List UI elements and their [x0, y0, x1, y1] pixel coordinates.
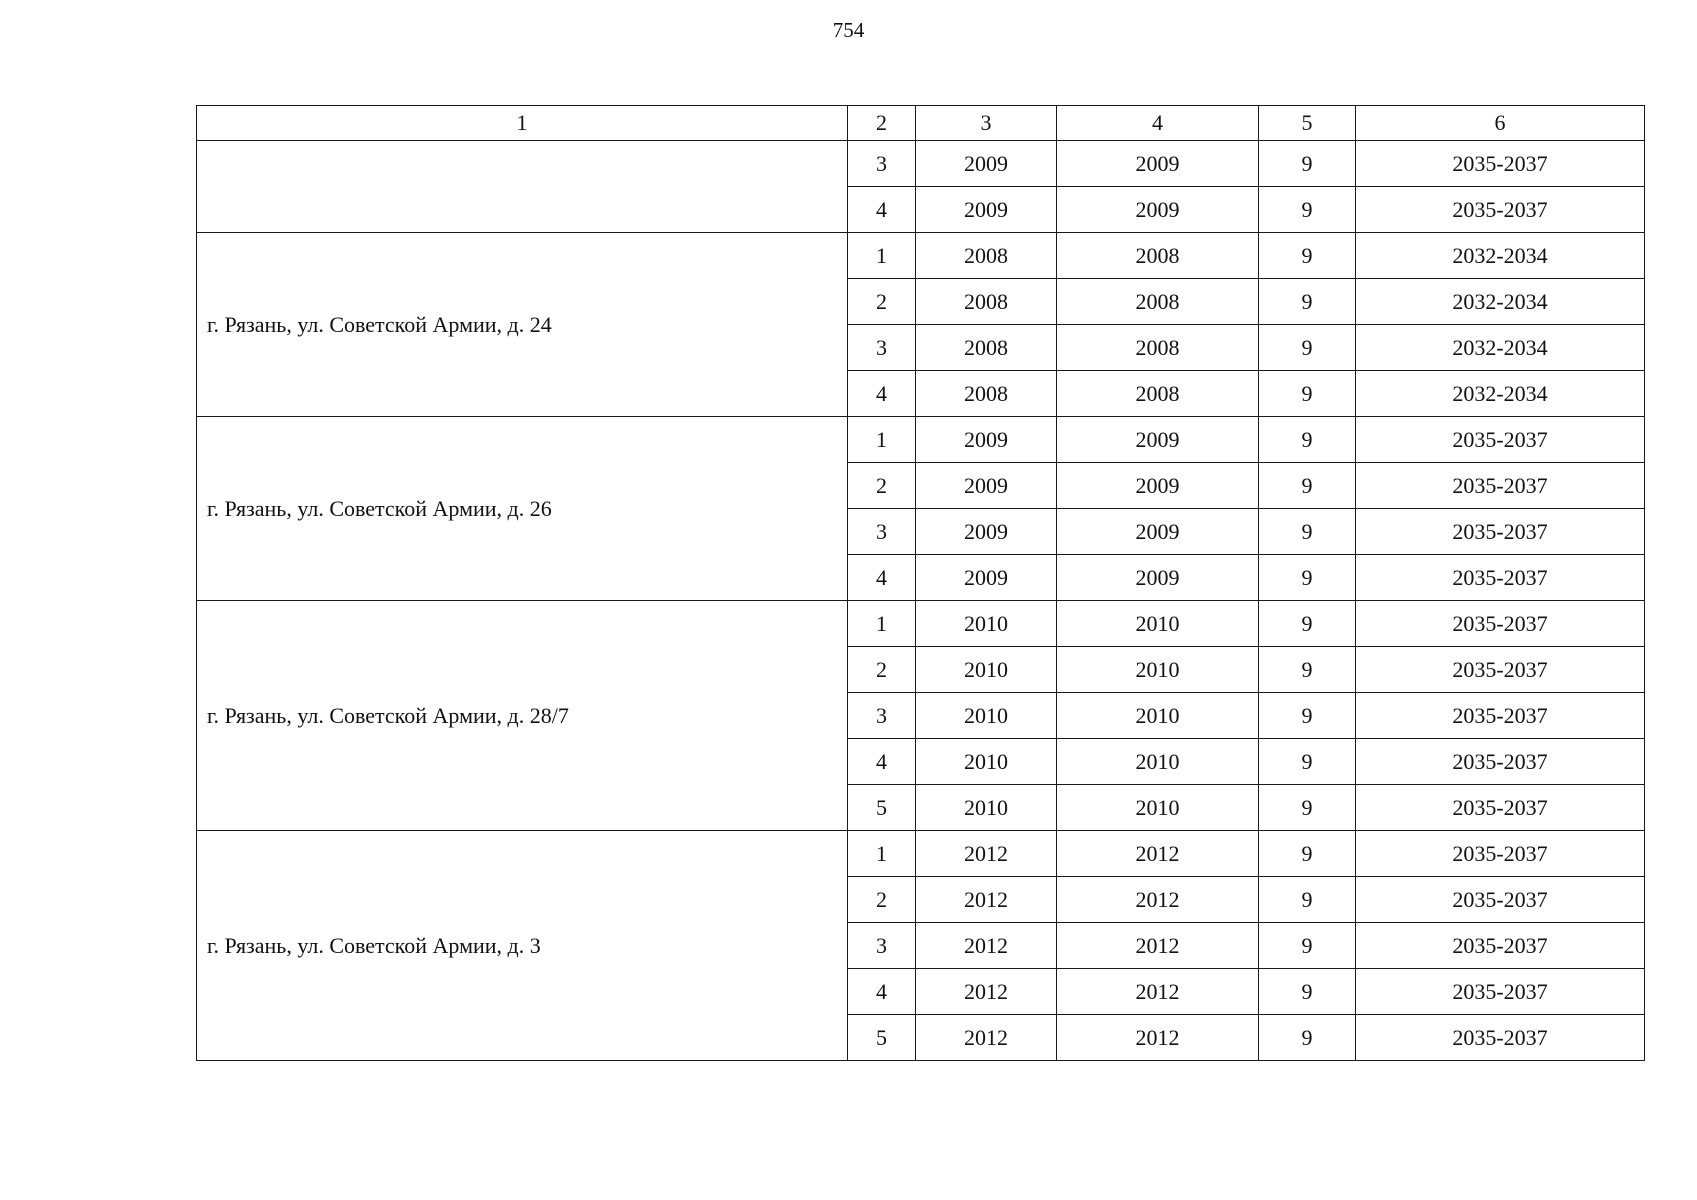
service-life-cell: 9 — [1259, 785, 1356, 831]
year-commissioned-cell: 2010 — [1057, 601, 1259, 647]
address-cell: г. Рязань, ул. Советской Армии, д. 24 — [197, 233, 848, 417]
year-commissioned-cell: 2009 — [1057, 417, 1259, 463]
header-cell-col-2: 2 — [848, 106, 916, 141]
service-life-cell: 9 — [1259, 141, 1356, 187]
period-cell: 2035-2037 — [1356, 923, 1645, 969]
year-commissioned-cell: 2009 — [1057, 509, 1259, 555]
service-life-cell: 9 — [1259, 739, 1356, 785]
address-cell: г. Рязань, ул. Советской Армии, д. 26 — [197, 417, 848, 601]
service-life-cell: 9 — [1259, 923, 1356, 969]
service-life-cell: 9 — [1259, 417, 1356, 463]
period-cell: 2035-2037 — [1356, 509, 1645, 555]
year-commissioned-cell: 2010 — [1057, 785, 1259, 831]
period-cell: 2035-2037 — [1356, 831, 1645, 877]
table-row — [197, 831, 1645, 877]
period-cell: 2035-2037 — [1356, 141, 1645, 187]
year-built-cell: 2010 — [916, 739, 1057, 785]
period-cell: 2035-2037 — [1356, 417, 1645, 463]
service-life-cell: 9 — [1259, 693, 1356, 739]
table-row — [197, 417, 1645, 463]
year-built-cell: 2012 — [916, 969, 1057, 1015]
header-row — [197, 106, 1645, 141]
period-cell: 2032-2034 — [1356, 325, 1645, 371]
year-commissioned-cell: 2008 — [1057, 233, 1259, 279]
year-commissioned-cell: 2008 — [1057, 279, 1259, 325]
year-built-cell: 2012 — [916, 877, 1057, 923]
year-commissioned-cell: 2008 — [1057, 371, 1259, 417]
year-built-cell: 2008 — [916, 371, 1057, 417]
service-life-cell: 9 — [1259, 325, 1356, 371]
year-built-cell: 2009 — [916, 417, 1057, 463]
table-row — [197, 141, 1645, 187]
year-built-cell: 2009 — [916, 555, 1057, 601]
entrance-cell: 5 — [848, 1015, 916, 1061]
entrance-cell: 4 — [848, 739, 916, 785]
year-built-cell: 2010 — [916, 647, 1057, 693]
year-commissioned-cell: 2012 — [1057, 831, 1259, 877]
header-cell-col-5: 5 — [1259, 106, 1356, 141]
period-cell: 2035-2037 — [1356, 647, 1645, 693]
year-built-cell: 2009 — [916, 509, 1057, 555]
service-life-cell: 9 — [1259, 463, 1356, 509]
year-commissioned-cell: 2010 — [1057, 739, 1259, 785]
period-cell: 2035-2037 — [1356, 555, 1645, 601]
year-commissioned-cell: 2009 — [1057, 555, 1259, 601]
entrance-cell: 3 — [848, 141, 916, 187]
entrance-cell: 2 — [848, 647, 916, 693]
entrance-cell: 2 — [848, 877, 916, 923]
year-commissioned-cell: 2012 — [1057, 969, 1259, 1015]
period-cell: 2035-2037 — [1356, 601, 1645, 647]
page-number: 754 — [832, 18, 865, 42]
address-cell: г. Рязань, ул. Советской Армии, д. 28/7 — [197, 601, 848, 831]
entrance-cell: 5 — [848, 785, 916, 831]
period-cell: 2035-2037 — [1356, 739, 1645, 785]
table-row — [197, 601, 1645, 647]
year-commissioned-cell: 2009 — [1057, 141, 1259, 187]
period-cell: 2035-2037 — [1356, 785, 1645, 831]
period-cell: 2032-2034 — [1356, 371, 1645, 417]
year-built-cell: 2009 — [916, 141, 1057, 187]
entrance-cell: 4 — [848, 555, 916, 601]
entrance-cell: 1 — [848, 601, 916, 647]
service-life-cell: 9 — [1259, 509, 1356, 555]
table-header — [197, 106, 1645, 141]
year-built-cell: 2008 — [916, 233, 1057, 279]
year-built-cell: 2008 — [916, 325, 1057, 371]
entrance-cell: 1 — [848, 831, 916, 877]
entrance-cell: 3 — [848, 923, 916, 969]
entrance-cell: 4 — [848, 371, 916, 417]
year-built-cell: 2010 — [916, 785, 1057, 831]
address-cell — [197, 141, 848, 233]
service-life-cell: 9 — [1259, 233, 1356, 279]
year-commissioned-cell: 2012 — [1057, 923, 1259, 969]
service-life-cell: 9 — [1259, 969, 1356, 1015]
entrance-cell: 3 — [848, 509, 916, 555]
year-commissioned-cell: 2012 — [1057, 1015, 1259, 1061]
year-built-cell: 2012 — [916, 1015, 1057, 1061]
address-cell: г. Рязань, ул. Советской Армии, д. 3 — [197, 831, 848, 1061]
year-commissioned-cell: 2010 — [1057, 693, 1259, 739]
table-row — [197, 233, 1645, 279]
header-cell-col-1: 1 — [197, 106, 848, 141]
period-cell: 2035-2037 — [1356, 969, 1645, 1015]
year-built-cell: 2009 — [916, 187, 1057, 233]
period-cell: 2032-2034 — [1356, 233, 1645, 279]
service-life-cell: 9 — [1259, 371, 1356, 417]
service-life-cell: 9 — [1259, 279, 1356, 325]
year-commissioned-cell: 2009 — [1057, 187, 1259, 233]
header-cell-col-3: 3 — [916, 106, 1057, 141]
service-life-cell: 9 — [1259, 1015, 1356, 1061]
entrance-cell: 3 — [848, 693, 916, 739]
table-body — [197, 141, 1645, 1061]
year-built-cell: 2009 — [916, 463, 1057, 509]
year-commissioned-cell: 2012 — [1057, 877, 1259, 923]
entrance-cell: 2 — [848, 279, 916, 325]
entrance-cell: 1 — [848, 233, 916, 279]
period-cell: 2035-2037 — [1356, 187, 1645, 233]
year-commissioned-cell: 2008 — [1057, 325, 1259, 371]
entrance-cell: 1 — [848, 417, 916, 463]
service-life-cell: 9 — [1259, 187, 1356, 233]
period-cell: 2035-2037 — [1356, 693, 1645, 739]
period-cell: 2032-2034 — [1356, 279, 1645, 325]
year-built-cell: 2008 — [916, 279, 1057, 325]
entrance-cell: 3 — [848, 325, 916, 371]
service-life-cell: 9 — [1259, 555, 1356, 601]
period-cell: 2035-2037 — [1356, 877, 1645, 923]
year-built-cell: 2010 — [916, 693, 1057, 739]
year-commissioned-cell: 2009 — [1057, 463, 1259, 509]
service-life-cell: 9 — [1259, 647, 1356, 693]
data-table — [196, 105, 1645, 1061]
year-built-cell: 2010 — [916, 601, 1057, 647]
header-cell-col-6: 6 — [1356, 106, 1645, 141]
service-life-cell: 9 — [1259, 601, 1356, 647]
service-life-cell: 9 — [1259, 877, 1356, 923]
service-life-cell: 9 — [1259, 831, 1356, 877]
period-cell: 2035-2037 — [1356, 1015, 1645, 1061]
year-built-cell: 2012 — [916, 923, 1057, 969]
year-built-cell: 2012 — [916, 831, 1057, 877]
year-commissioned-cell: 2010 — [1057, 647, 1259, 693]
entrance-cell: 4 — [848, 187, 916, 233]
entrance-cell: 2 — [848, 463, 916, 509]
header-cell-col-4: 4 — [1057, 106, 1259, 141]
entrance-cell: 4 — [848, 969, 916, 1015]
period-cell: 2035-2037 — [1356, 463, 1645, 509]
